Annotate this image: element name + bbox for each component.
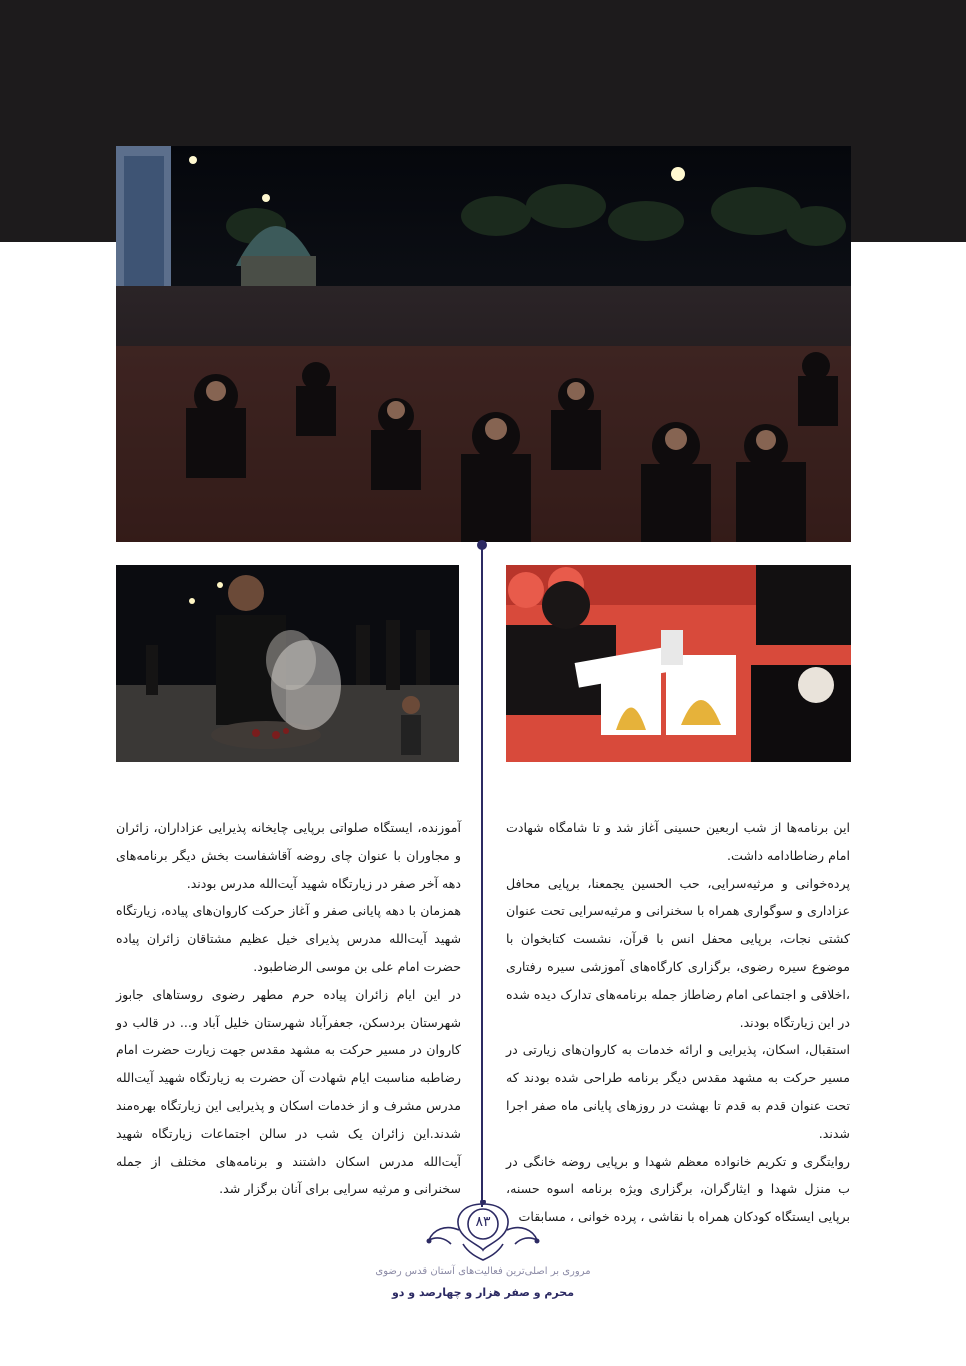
right-text-column <box>506 814 850 1231</box>
paragraph: این برنامه‌ها از شب اربعین حسینی آغاز شد و تا شامگاه شهادت امام رضاطادامه داشت. <box>506 820 850 863</box>
ornament-icon <box>423 1200 543 1262</box>
footer-series-title: مروری بر اصلی‌ترین فعالیت‌های آستان قدس رضوی <box>375 1266 591 1277</box>
right-photo <box>506 565 851 762</box>
footer-period-title: محرم و صفر هزار و چهارصد و دو <box>391 1286 575 1299</box>
paragraph: روایتگری و تکریم خانواده معظم شهدا و برپایی روضه خانگی در ب منزل شهدا و ایثارگران، برگزاری ویژه برنامه اسوه حسنه، برپایی ایستگاه کودکان همراه با نقاشی ، پرده خوانی ، مسابقات <box>506 1153 850 1225</box>
paragraph: همزمان با دهه پایانی صفر و آغاز حرکت کاروان‌های پیاده، زیارتگاه شهید آیت‌الله مدرس پذیرای خیل عظیم مشتاقان زائران پیاده حضرت امام علی بن موسی الرضاطبود. <box>116 903 461 974</box>
main-photo <box>116 146 851 542</box>
paragraph: پرده‌خوانی و مرثیه‌سرایی، حب الحسین یجمعنا، برپایی محافل عزاداری و سوگواری همراه با سخنرانی و مرثیه‌سرایی تحت عنوان کشتی نجات، برپایی محفل انس با قرآن، نشست کتابخوان با موضوع سیره رضوی، برگزاری کارگاه‌های آموزشی سیره رفتاری ،اخلاقی و اجتماعی امام رضاطاز جمله برنامه‌های تدارک دیده شده در این زیارتگاه بودند. <box>506 875 850 1030</box>
paragraph: در این ایام زائران پیاده حرم مطهر رضوی روستاهای جابوز شهرستان بردسکن، جعفرآباد شهرستان خلیل آباد و... در قالب دو کاروان در مسیر حرکت به مشهد مقدس جهت زیارت حضرت امام رضاطبه مناسبت ایام شهادت آن حضرت به زیارتگاه شهید آیت‌الله مدرس مشرف و از خدمات اسکان و پذیرایی این زیارتگاه بهره‌مند شدند.این زائران یک شب در سالن اجتماعات زیارتگاه شهید آیت‌الله مدرس اسکان داشتند و برنامه‌های مختلف از جمله سخنرانی و مرثیه سرایی برای آنان برگزار شد. <box>116 986 461 1197</box>
column-divider <box>481 545 483 1207</box>
left-text-column <box>116 814 461 1203</box>
paragraph: استقبال، اسکان، پذیرایی و ارائه خدمات به کاروان‌های زیارتی در مسیر حرکت به مشهد مقدس دیگر برنامه طراحی شده بودند که تحت عنوان قدم به قدم تا بهشت در روزهای پایانی ماه صفر اجرا شدند. <box>506 1042 850 1141</box>
left-photo <box>116 565 459 762</box>
page-number: ۸۳ <box>475 1214 491 1230</box>
paragraph: آموزنده، ایستگاه صلواتی برپایی چایخانه پذیرایی عزاداران، زائران و مجاوران با عنوان چای روضه آقاشفاست بخش دیگر برنامه‌های دهه آخر صفر در زیارتگاه شهید آیت‌الله مدرس بودند. <box>116 820 461 891</box>
